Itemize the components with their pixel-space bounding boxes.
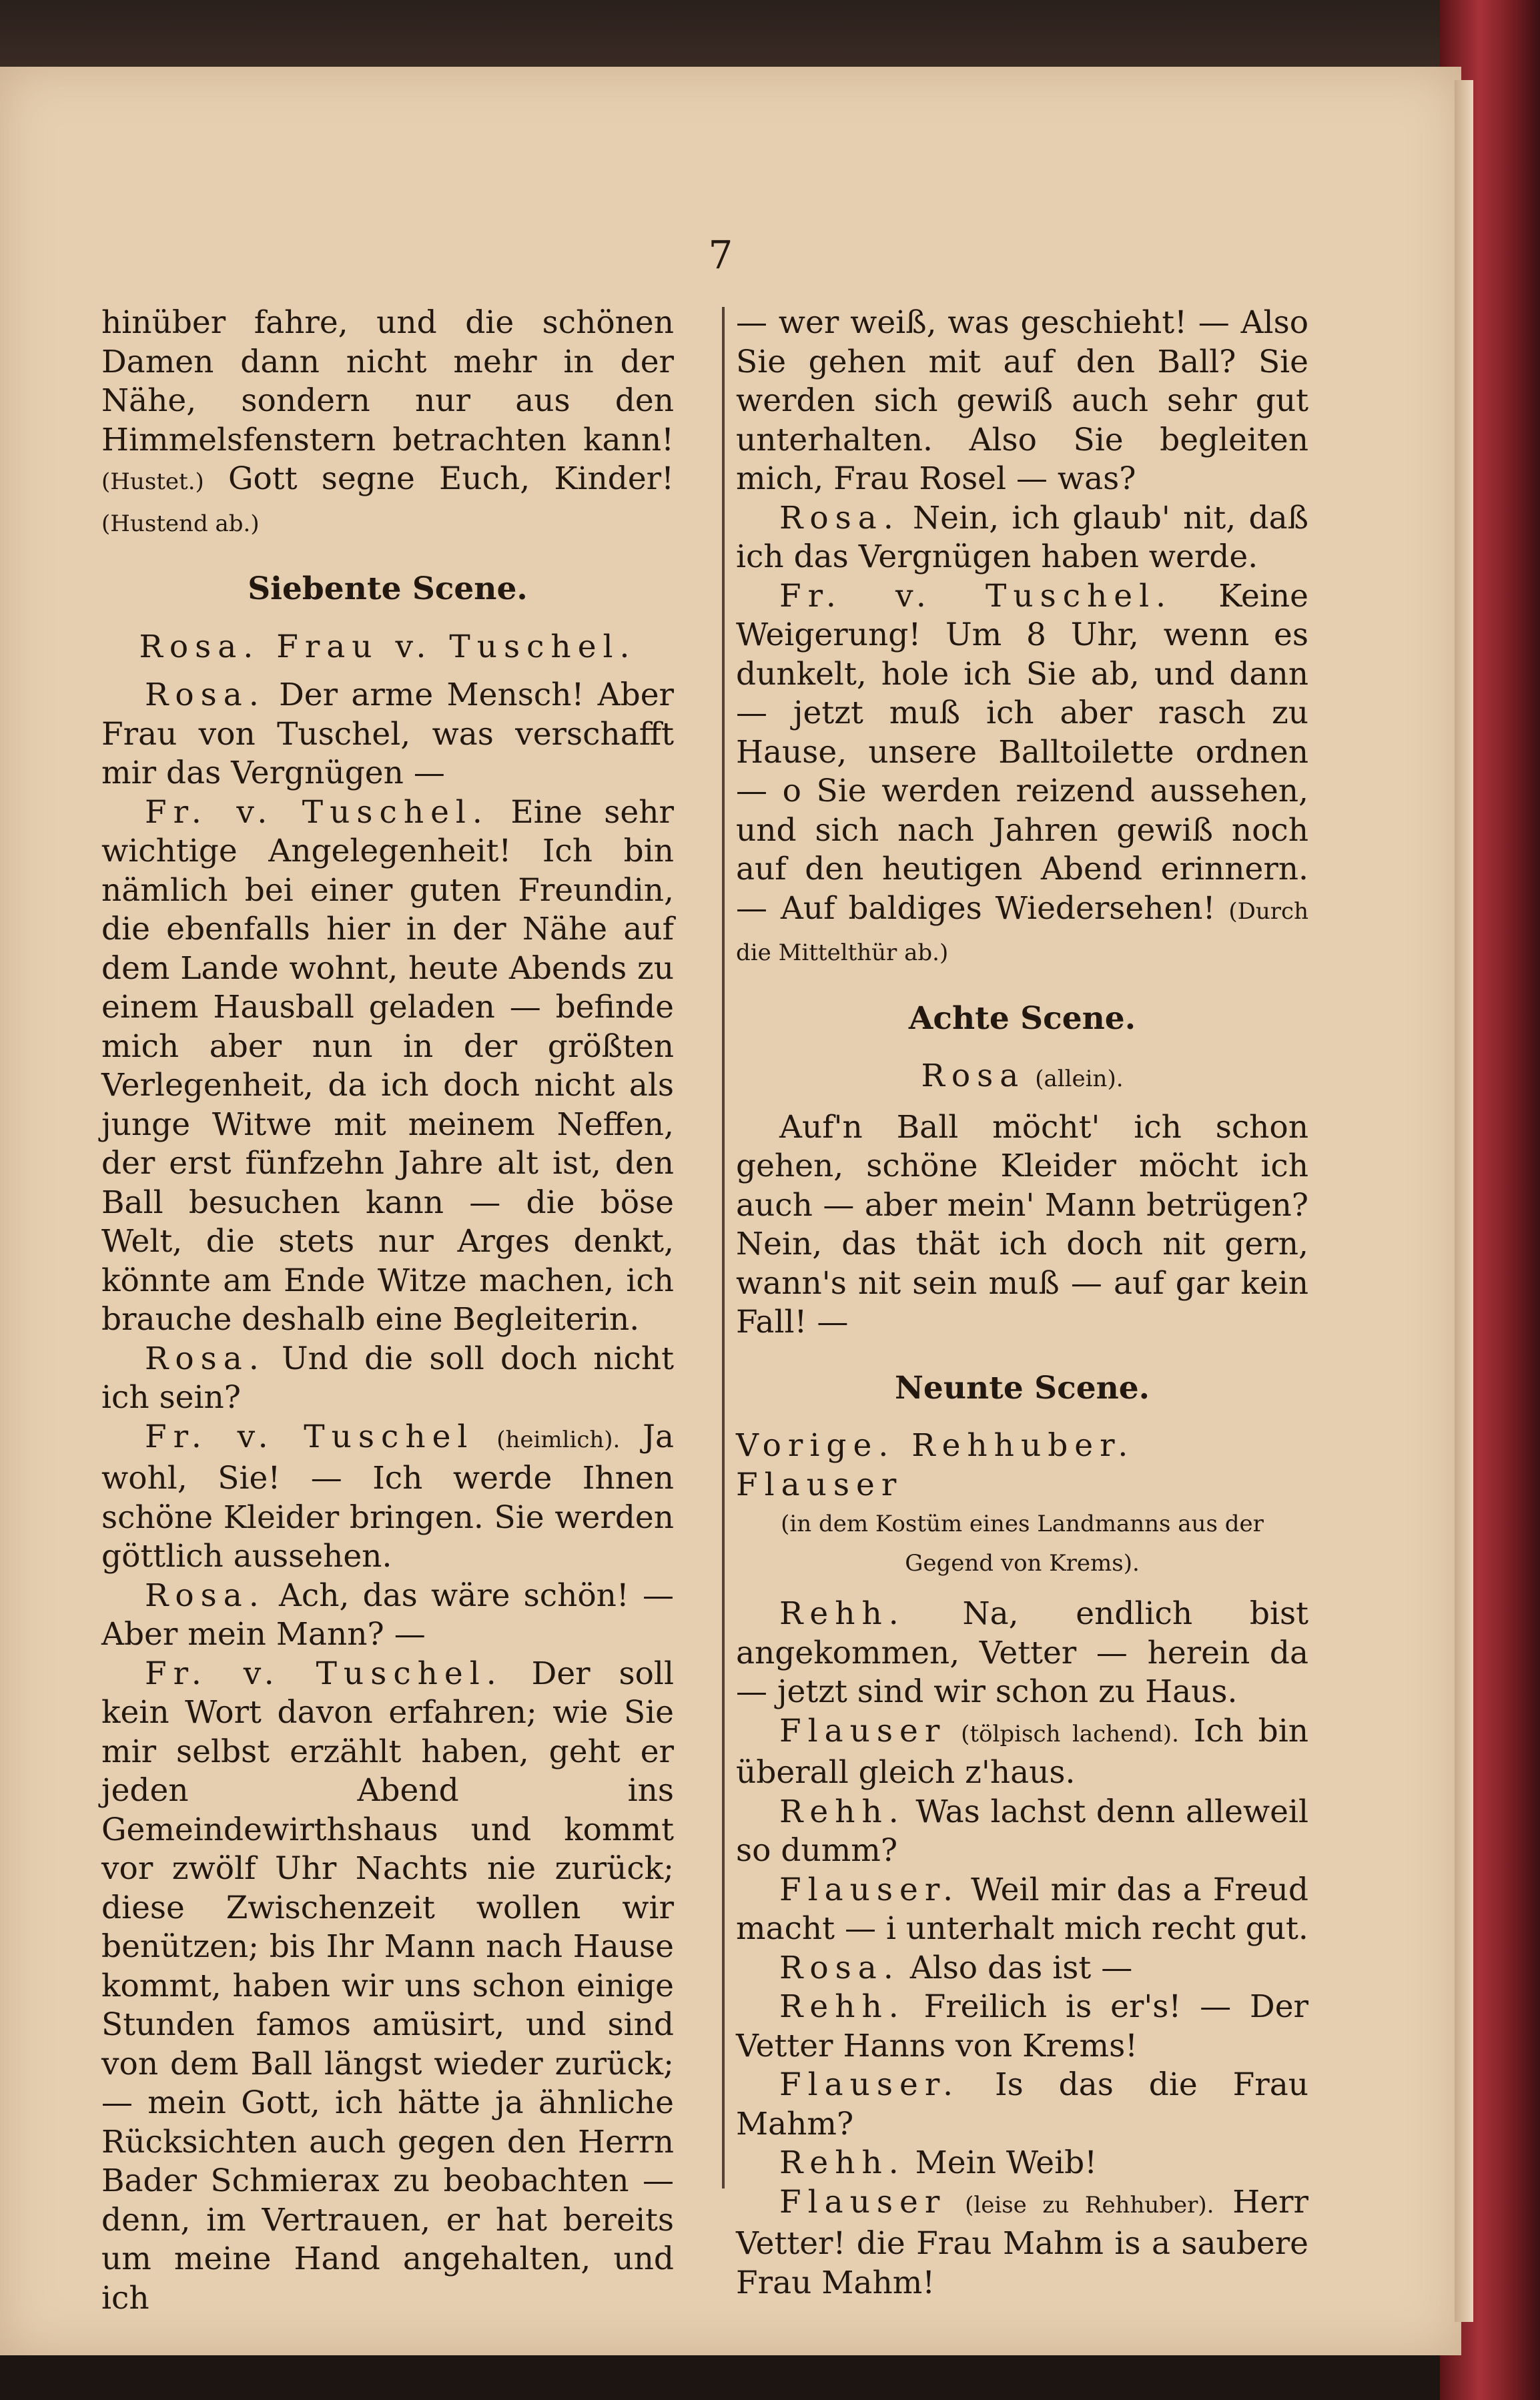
dialogue-line: Rosa. Nein, ich glaub' nit, daß ich das Vergnügen haben werde. <box>736 499 1308 575</box>
book-binding-top <box>0 0 1540 67</box>
dialogue-line: Rosa. Und die soll doch nicht ich sein? <box>101 1340 674 1416</box>
scene-9-dialogue <box>736 1595 1308 2303</box>
page-edge <box>1455 80 1473 2322</box>
dialogue-line: Rehh. Was lachst denn alleweil so dumm? <box>736 1793 1308 1869</box>
column-divider <box>722 307 725 2188</box>
dialogue-line: Rehh. Mein Weib! <box>779 2144 1098 2181</box>
dialogue-line: Fr. v. Tuschel. Eine sehr wichtige Angelegenheit! Ich bin nämlich bei einer guten Freundin, die ebenfalls hier in der Nähe auf dem Lande wohnt, heute Abends zu einem Hausball geladen — befinde mich aber nun in der größten Verlegenheit, da ich doch nicht als junge Witwe mit meinem Neffen, der erst fünfzehn Jahre alt ist, den Ball besuchen kann — die böse Welt, die stets nur Arges denkt, könnte am Ende Witze machen, ich brauche deshalb eine Begleiterin. <box>101 793 674 1338</box>
dialogue-line: Rosa. Also das ist — <box>779 1949 1133 1986</box>
left-column <box>101 304 674 2318</box>
dialogue-line: Flauser. Weil mir das a Freud macht — i unterhalt mich recht gut. <box>736 1871 1308 1947</box>
right-column <box>736 304 1308 2303</box>
scene-9-cast-stage: (in dem Kostüm eines Landmanns aus der Gegend von Krems). <box>781 1511 1264 1577</box>
dialogue-line: Flauser (leise zu Rehhuber). Herr Vetter! die Frau Mahm is a saubere Frau Mahm! <box>736 2183 1308 2301</box>
dialogue-line: Fr. v. Tuschel. Der soll kein Wort davon erfahren; wie Sie mir selbst erzählt haben, geht er jeden Abend ins Gemeindewirthshaus und kommt vor zwölf Uhr Nachts nie zurück; diese Zwischenzeit wollen wir benützen; bis Ihr Mann nach Hause kommt, haben wir uns schon einige Stunden famos amüsirt, und sind von dem Ball längst wieder zurück; — mein Gott, ich hätte ja ähnliche Rücksichten auch gegen den Herrn Bader Schmierax zu beobachten — denn, im Vertrauen, er hat bereits um meine Hand angehalten, und ich <box>101 1655 674 2317</box>
dialogue-line: Flauser. Is das die Frau Mahm? <box>736 2066 1308 2142</box>
dialogue-line: Rehh. Freilich is er's! — Der Vetter Hanns von Krems! <box>736 1988 1308 2064</box>
scene-8-title: Achte Scene. <box>908 999 1136 1037</box>
scene-9-cast: Vorige. Rehhuber. Flauser <box>736 1427 1135 1503</box>
scene-8-cast: Rosa (allein). <box>921 1058 1124 1094</box>
scene-8-monologue: Auf'n Ball möcht' ich schon gehen, schöne Kleider möcht ich auch — aber mein' Mann betrügen? Nein, das thät ich doch nit gern, wann's nit sein muß — auf gar kein Fall! — <box>736 1108 1308 1340</box>
dialogue-line: Rehh. Na, endlich bist angekommen, Vetter — herein da — jetzt sind wir schon zu Haus. <box>736 1595 1308 1710</box>
scene-7-dialogue <box>101 676 674 2318</box>
scene-9-title: Neunte Scene. <box>894 1369 1150 1407</box>
left-opening: hinüber fahre, und die schönen Damen dann nicht mehr in der Nähe, sondern nur aus den Himmelsfenstern betrachten kann! (Hustet.) Gott segne Euch, Kinder! (Hustend ab.) <box>101 304 674 537</box>
scene-7-title: Siebente Scene. <box>248 570 528 607</box>
page-number: 7 <box>708 232 733 278</box>
dialogue-line: Fr. v. Tuschel (heimlich). Ja wohl, Sie! — Ich werde Ihnen schöne Kleider bringen. Sie werden göttlich aussehen. <box>101 1418 674 1575</box>
dialogue-line: Fr. v. Tuschel. Keine Weigerung! Um 8 Uhr, wenn es dunkelt, hole ich Sie ab, und dann — jetzt muß ich aber rasch zu Hause, unsere Balltoilette ordnen — o Sie werden reizend aussehen, und sich nach Jahren gewiß noch auf den heutigen Abend erinnern. — Auf baldiges Wiedersehen! (Durch die Mittelthür ab.) <box>736 577 1308 966</box>
right-continuation: — wer weiß, was geschieht! — Also Sie gehen mit auf den Ball? Sie werden sich gewiß auch sehr gut unterhalten. Also Sie begleiten mich, Frau Rosel — was? <box>736 304 1308 497</box>
dialogue-line: Rosa. Der arme Mensch! Aber Frau von Tuschel, was verschafft mir das Vergnügen — <box>101 677 674 791</box>
dialogue-line: Flauser (tölpisch lachend). Ich bin überall gleich z'haus. <box>736 1712 1308 1791</box>
dialogue-line: Rosa. Ach, das wäre schön! — Aber mein Mann? — <box>101 1577 674 1653</box>
scene-7-cast: Rosa. Frau v. Tuschel. <box>139 628 637 665</box>
